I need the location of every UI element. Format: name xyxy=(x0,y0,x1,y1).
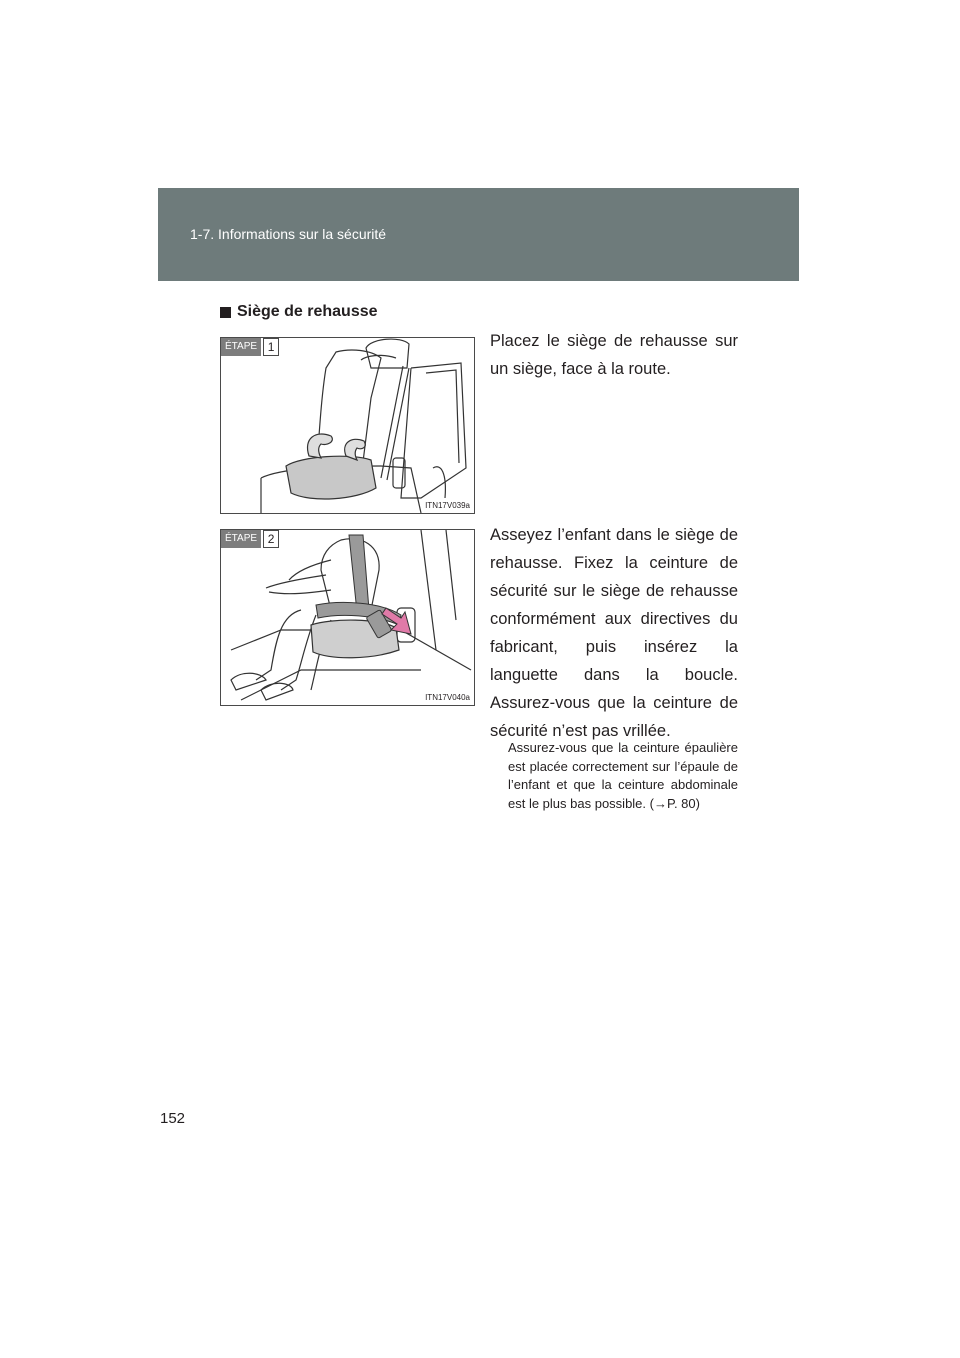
step-2-label: ÉTAPE xyxy=(221,530,261,548)
step-2-illustration xyxy=(220,529,475,706)
section-header-title: 1-7. Informations sur la sécurité xyxy=(190,226,387,242)
booster-seat-drawing xyxy=(221,338,474,513)
square-bullet-icon xyxy=(220,307,231,318)
step-2-image-code: ITN17V040a xyxy=(425,693,470,702)
note-text: Assurez-vous que la ceinture épaulière est placée correctement sur l’épaule de l’enfant et que la ceinture abdominale est le plus bas possible. (→P. 80) xyxy=(508,740,738,811)
step-1-tag xyxy=(221,338,279,356)
step-2-text: Asseyez l’enfant dans le siège de rehausse. Fixez la ceinture de sécurité sur le siège de rehausse conformément aux directives du fabricant, puis insérez la languette dans la boucle. Assurez-vous que la ceinture de sécurité n’est pas vrillée. xyxy=(490,526,738,740)
child-in-booster-drawing xyxy=(221,530,474,705)
section-title xyxy=(220,303,378,321)
section-header xyxy=(158,188,799,281)
page-number: 152 xyxy=(160,1110,186,1127)
step-1-label: ÉTAPE xyxy=(221,338,261,356)
step-1-illustration xyxy=(220,337,475,514)
step-2-number: 2 xyxy=(263,530,279,548)
section-title-text: Siège de rehausse xyxy=(237,303,378,320)
step-1-image-code: ITN17V039a xyxy=(425,501,470,510)
step-1-number: 1 xyxy=(263,338,279,356)
step-1-text: Placez le siège de rehausse sur un siège, face à la route. xyxy=(490,332,738,378)
step-2-tag xyxy=(221,530,279,548)
